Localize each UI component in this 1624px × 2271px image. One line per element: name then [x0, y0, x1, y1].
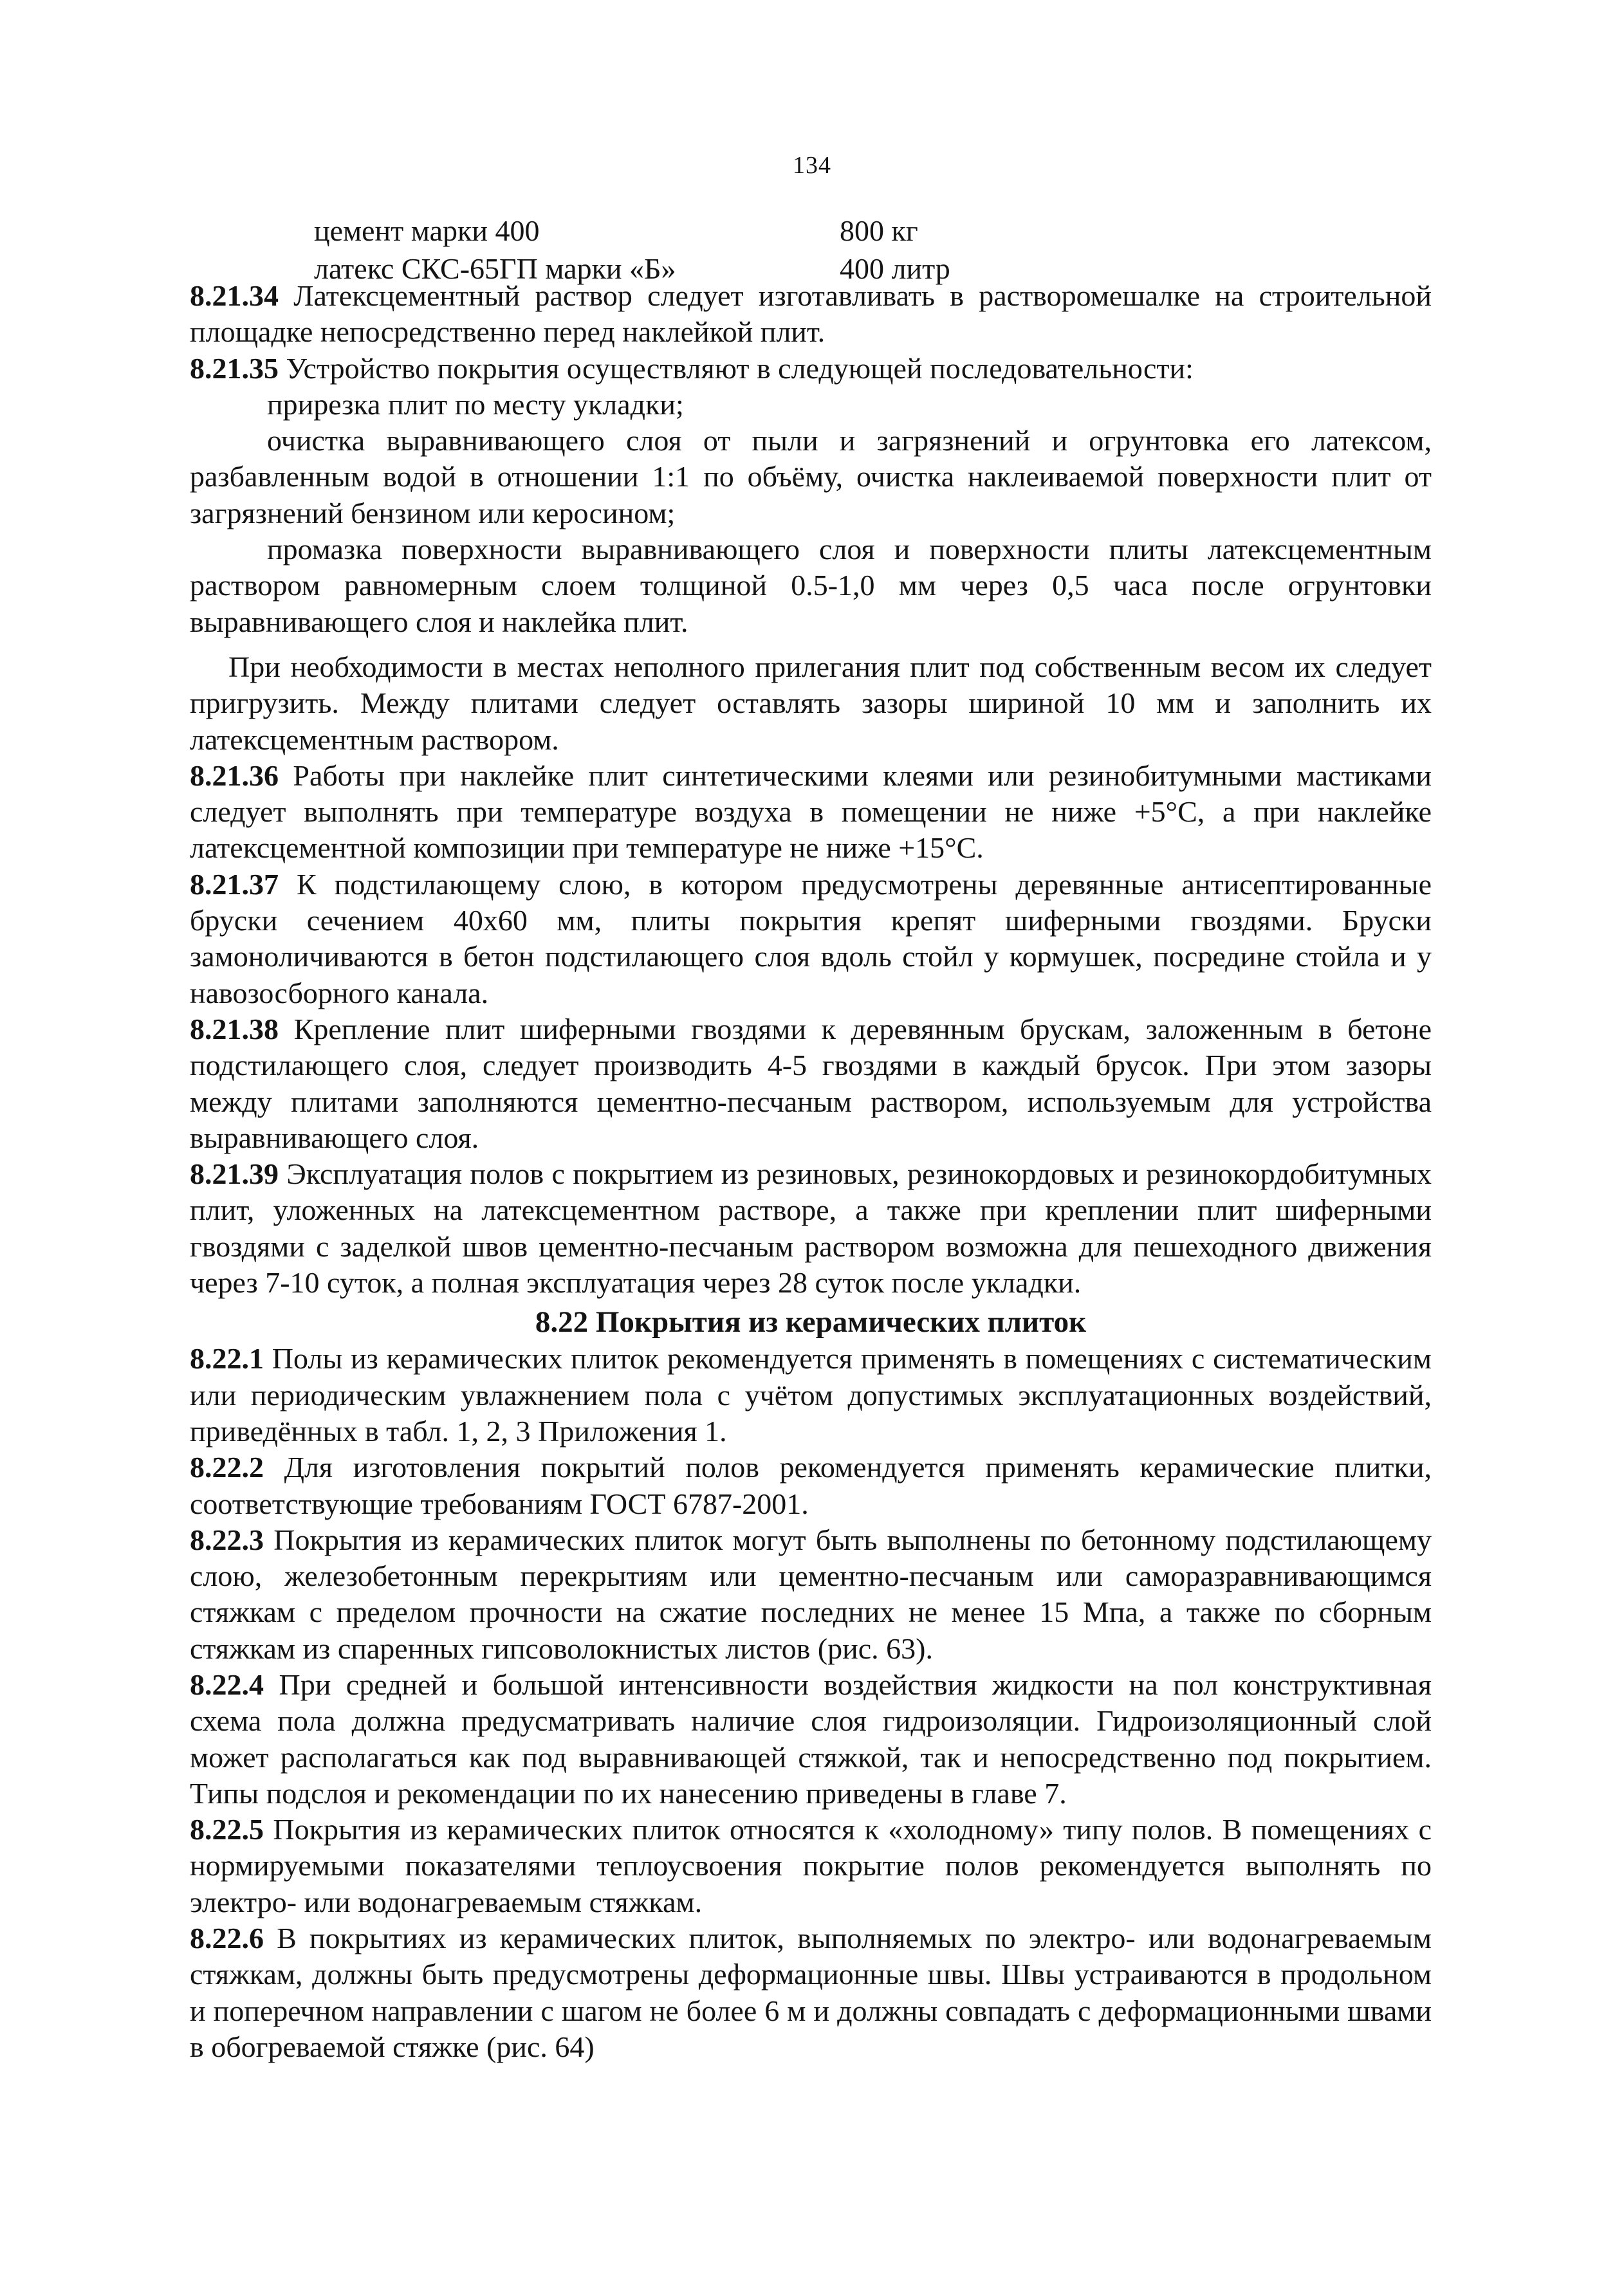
paragraph-8-21-35 [190, 351, 1432, 387]
clause-number: 8.22.1 [190, 1342, 264, 1375]
paragraph-text: Полы из керамических плиток рекомендуется применять в помещениях с систематическим или периодическим увлажнением пола с учётом допустимых эксплуатационных воздействий, приведённых в табл. 1, 2, 3 Приложения 1. [190, 1342, 1432, 1448]
paragraph-8-22-6 [190, 1920, 1432, 2065]
paragraph-text: Латексцементный раствор следует изготавливать в растворомешалке на строительной площадке непосредственно перед наклейкой плит. [190, 279, 1432, 349]
paragraph-8-22-1 [190, 1341, 1432, 1449]
material-name: цемент марки 400 [314, 214, 540, 247]
document-body [190, 278, 1432, 2065]
clause-number: 8.21.39 [190, 1157, 279, 1191]
material-name: латекс СКС-65ГП марки «Б» [314, 252, 676, 285]
paragraph-8-22-5 [190, 1812, 1432, 1920]
clause-number: 8.21.38 [190, 1012, 279, 1045]
step-item: промазка поверхности выравнивающего слоя и поверхности плиты латексцементным раствором равномерным слоем толщиной 0.5-1,0 мм через 0,5 часа после огрунтовки выравнивающего слоя и наклейка плит. [190, 533, 1432, 638]
paragraph-8-21-39 [190, 1156, 1432, 1301]
clause-number: 8.22.3 [190, 1523, 264, 1556]
paragraph-8-21-38 [190, 1011, 1432, 1156]
step-item: прирезка плит по месту укладки; [267, 387, 684, 421]
clause-number: 8.22.5 [190, 1813, 264, 1846]
paragraph-text: Покрытия из керамических плиток относятся к «холодному» типу полов. В помещениях с нормируемыми показателями теплоусвоения покрытие полов рекомендуется выполнять по электро- или водонагреваемым стяжкам. [190, 1813, 1432, 1918]
clause-number: 8.21.35 [190, 351, 279, 385]
paragraph-text: В покрытиях из керамических плиток, выполняемых по электро- или водонагреваемым стяжкам, должны быть предусмотрены деформационные швы. Швы устраиваются в продольном и поперечном направлении с шагом не более 6 м и должны совпадать с деформационными швами в обогреваемой стяжке (рис. 64) [190, 1922, 1432, 2063]
paragraph-text: Устройство покрытия осуществляют в следующей последовательности: [279, 351, 1194, 385]
paragraph-8-22-4 [190, 1667, 1432, 1812]
paragraph-text: Крепление плит шиферными гвоздями к деревянным брускам, заложенным в бетоне подстилающего слоя, следует производить 4-5 гвоздями в каждый брусок. При этом зазоры между плитами заполняются цементно-песчаным раствором, используемым для устройства выравнивающего слоя. [190, 1012, 1432, 1154]
material-qty: 800 кг [840, 214, 918, 247]
paragraph-text: Работы при наклейке плит синтетическими клеями или резинобитумными мастиками следует выполнять при температуре воздуха в помещении не ниже +5°С, а при наклейке латексцементной композиции при температуре не ниже +15°С. [190, 759, 1432, 865]
step-item: очистка выравнивающего слоя от пыли и загрязнений и огрунтовка его латексом, разбавленным водой в отношении 1:1 по объёму, очистка наклеиваемой поверхности плит от загрязнений бензином или керосином; [190, 424, 1432, 529]
page-number: 134 [793, 152, 831, 179]
paragraph-8-22-2 [190, 1449, 1432, 1522]
section-heading: 8.22 Покрытия из керамических плиток [535, 1305, 1087, 1339]
paragraph-text: Покрытия из керамических плиток могут быть выполнены по бетонному подстилающему слою, железобетонным перекрытиям или цементно-песчаным или саморазравнивающимся стяжкам с пределом прочности на сжатие последних не менее 15 Мпа, а также по сборным стяжкам из спаренных гипсоволокнистых листов (рис. 63). [190, 1523, 1432, 1665]
clause-number: 8.22.4 [190, 1668, 264, 1701]
paragraph-text: Эксплуатация полов с покрытием из резиновых, резинокордовых и резинокордобитумных плит, уложенных на латексцементном растворе, а также при креплении плит шиферными гвоздями с заделкой швов цементно-песчаным раствором возможна для пешеходного движения через 7-10 суток, а полная эксплуатация через 28 суток после укладки. [190, 1157, 1432, 1300]
clause-number: 8.21.34 [190, 279, 279, 312]
paragraph-8-22-3 [190, 1522, 1432, 1667]
clause-number: 8.22.2 [190, 1451, 264, 1484]
clause-number: 8.22.6 [190, 1922, 264, 1955]
paragraph-8-21-37 [190, 867, 1432, 1011]
paragraph-text: Для изготовления покрытий полов рекомендуется применять керамические плитки, соответствующие требованиям ГОСТ 6787-2001. [190, 1451, 1432, 1520]
clause-number: 8.21.37 [190, 867, 279, 901]
paragraph-plain: При необходимости в местах неполного прилегания плит под собственным весом их следует пригрузить. Между плитами следует оставлять зазоры шириной 10 мм и заполнить их латексцементным раствором. [190, 650, 1432, 756]
paragraph-text: При средней и большой интенсивности воздействия жидкости на пол конструктивная схема пола должна предусматривать наличие слоя гидроизоляции. Гидроизоляционный слой может располагаться как под выравнивающей стяжкой, так и непосредственно под покрытием. Типы подслоя и рекомендации по их нанесению приведены в главе 7. [190, 1668, 1432, 1810]
clause-number: 8.21.36 [190, 759, 279, 792]
paragraph-8-21-34 [190, 278, 1432, 351]
paragraph-text: К подстилающему слою, в котором предусмотрены деревянные антисептированные бруски сечением 40х60 мм, плиты покрытия крепят шиферными гвоздями. Бруски замоноличиваются в бетон подстилающего слоя вдоль стойл у кормушек, посредине стойла и у навозосборного канала. [190, 867, 1432, 1009]
paragraph-8-21-36 [190, 758, 1432, 867]
material-qty: 400 литр [840, 252, 950, 285]
